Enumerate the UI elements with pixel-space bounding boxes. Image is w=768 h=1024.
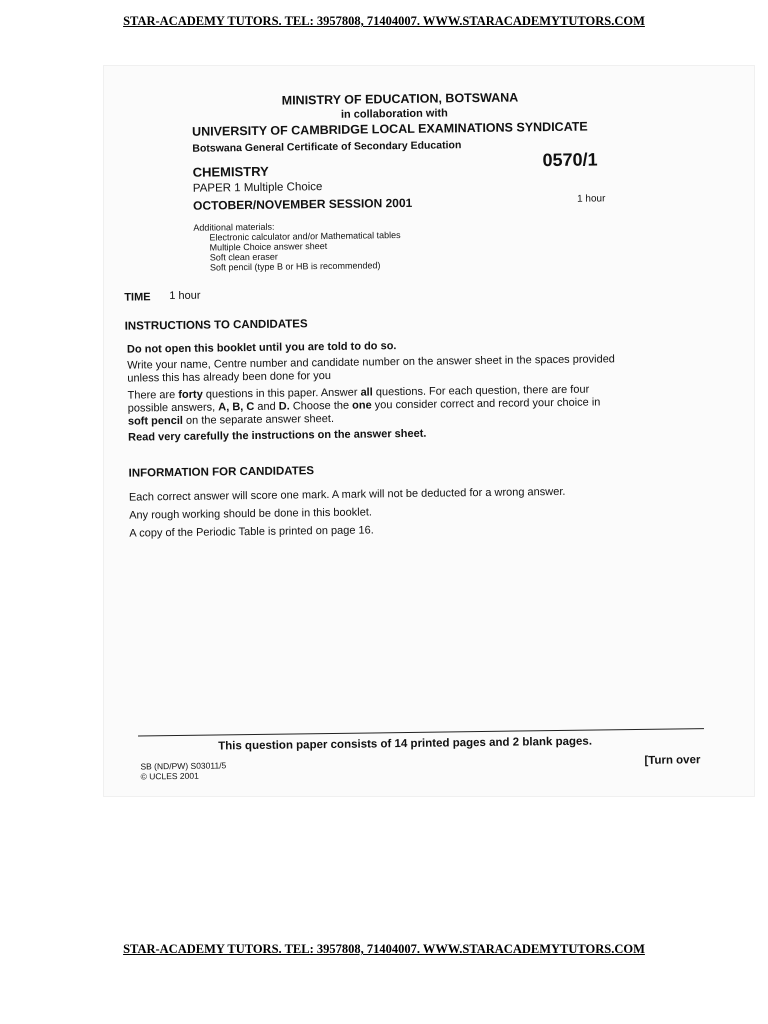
text-emphasis: A, B, C [218, 400, 255, 414]
text-emphasis: forty [178, 388, 203, 401]
text-segment: Choose the [289, 399, 353, 413]
text-emphasis: soft pencil [127, 414, 184, 428]
paper-type: PAPER 1 Multiple Choice [192, 181, 323, 195]
time-label: TIME [124, 291, 151, 304]
exam-cover-sheet [99, 61, 758, 799]
paper-code: 0570/1 [542, 149, 598, 171]
text-segment: questions in this paper. Answer [202, 386, 361, 401]
instruction-write-name-cont: unless this has already been done for you [127, 369, 332, 385]
syndicate-title: UNIVERSITY OF CAMBRIDGE LOCAL EXAMINATIONS SYNDICATE [192, 119, 588, 139]
scanned-page [104, 66, 754, 796]
text-segment: There are [127, 388, 179, 402]
certificate-title: Botswana General Certificate of Secondary Education [192, 139, 462, 155]
materials-item: Soft pencil (type B or HB is recommended) [209, 260, 381, 273]
bottom-banner: STAR-ACADEMY TUTORS. TEL: 3957808, 71404007. WWW.STARACADEMYTUTORS.COM [123, 942, 645, 956]
materials-item: Electronic calculator and/or Mathematical tables [209, 230, 401, 243]
materials-item: Soft clean eraser [209, 251, 278, 263]
text-segment: possible answers, [127, 401, 219, 415]
information-line: A copy of the Periodic Table is printed on page 16. [129, 524, 374, 540]
text-emphasis: all [360, 386, 373, 399]
footer-rule [138, 728, 704, 736]
information-heading: INFORMATION FOR CANDIDATES [128, 465, 315, 480]
information-line: Each correct answer will score one mark. A mark will not be deducted for a wrong answer. [128, 485, 566, 504]
materials-heading: Additional materials: [193, 221, 275, 233]
text-emphasis: D. [278, 400, 290, 413]
copyright-notice: © UCLES 2001 [140, 770, 199, 782]
paper-reference: SB (ND/PW) S03011/5 [140, 760, 227, 772]
collaboration-text: in collaboration with [340, 107, 448, 121]
instruction-do-not-open: Do not open this booklet until you are told to do so. [126, 340, 397, 356]
instruction-write-name: Write your name, Centre number and candidate number on the answer sheet in the spaces provided [127, 353, 615, 372]
materials-item: Multiple Choice answer sheet [209, 240, 328, 253]
text-segment: on the separate answer sheet. [182, 412, 335, 427]
time-value: 1 hour [169, 289, 201, 303]
top-banner: STAR-ACADEMY TUTORS. TEL: 3957808, 71404007. WWW.STARACADEMYTUTORS.COM [123, 14, 645, 28]
turn-over-label: [Turn over [644, 754, 701, 767]
exam-session: OCTOBER/NOVEMBER SESSION 2001 [193, 195, 413, 213]
instructions-heading: INSTRUCTIONS TO CANDIDATES [124, 318, 308, 333]
information-line: Any rough working should be done in this booklet. [129, 506, 372, 522]
text-segment: you consider correct and record your choice in [371, 396, 601, 412]
duration-right: 1 hour [576, 193, 606, 205]
text-segment: questions. For each question, there are four [372, 383, 590, 399]
text-emphasis: one [352, 399, 372, 412]
instruction-questions-line-3 [128, 413, 334, 429]
ministry-title: MINISTRY OF EDUCATION, BOTSWANA [281, 90, 519, 108]
page-count-note: This question paper consists of 14 printed pages and 2 blank pages. [218, 735, 593, 753]
subject-title: CHEMISTRY [192, 163, 269, 180]
text-segment: and [254, 400, 279, 413]
instruction-read-carefully: Read very carefully the instructions on the answer sheet. [128, 427, 427, 444]
